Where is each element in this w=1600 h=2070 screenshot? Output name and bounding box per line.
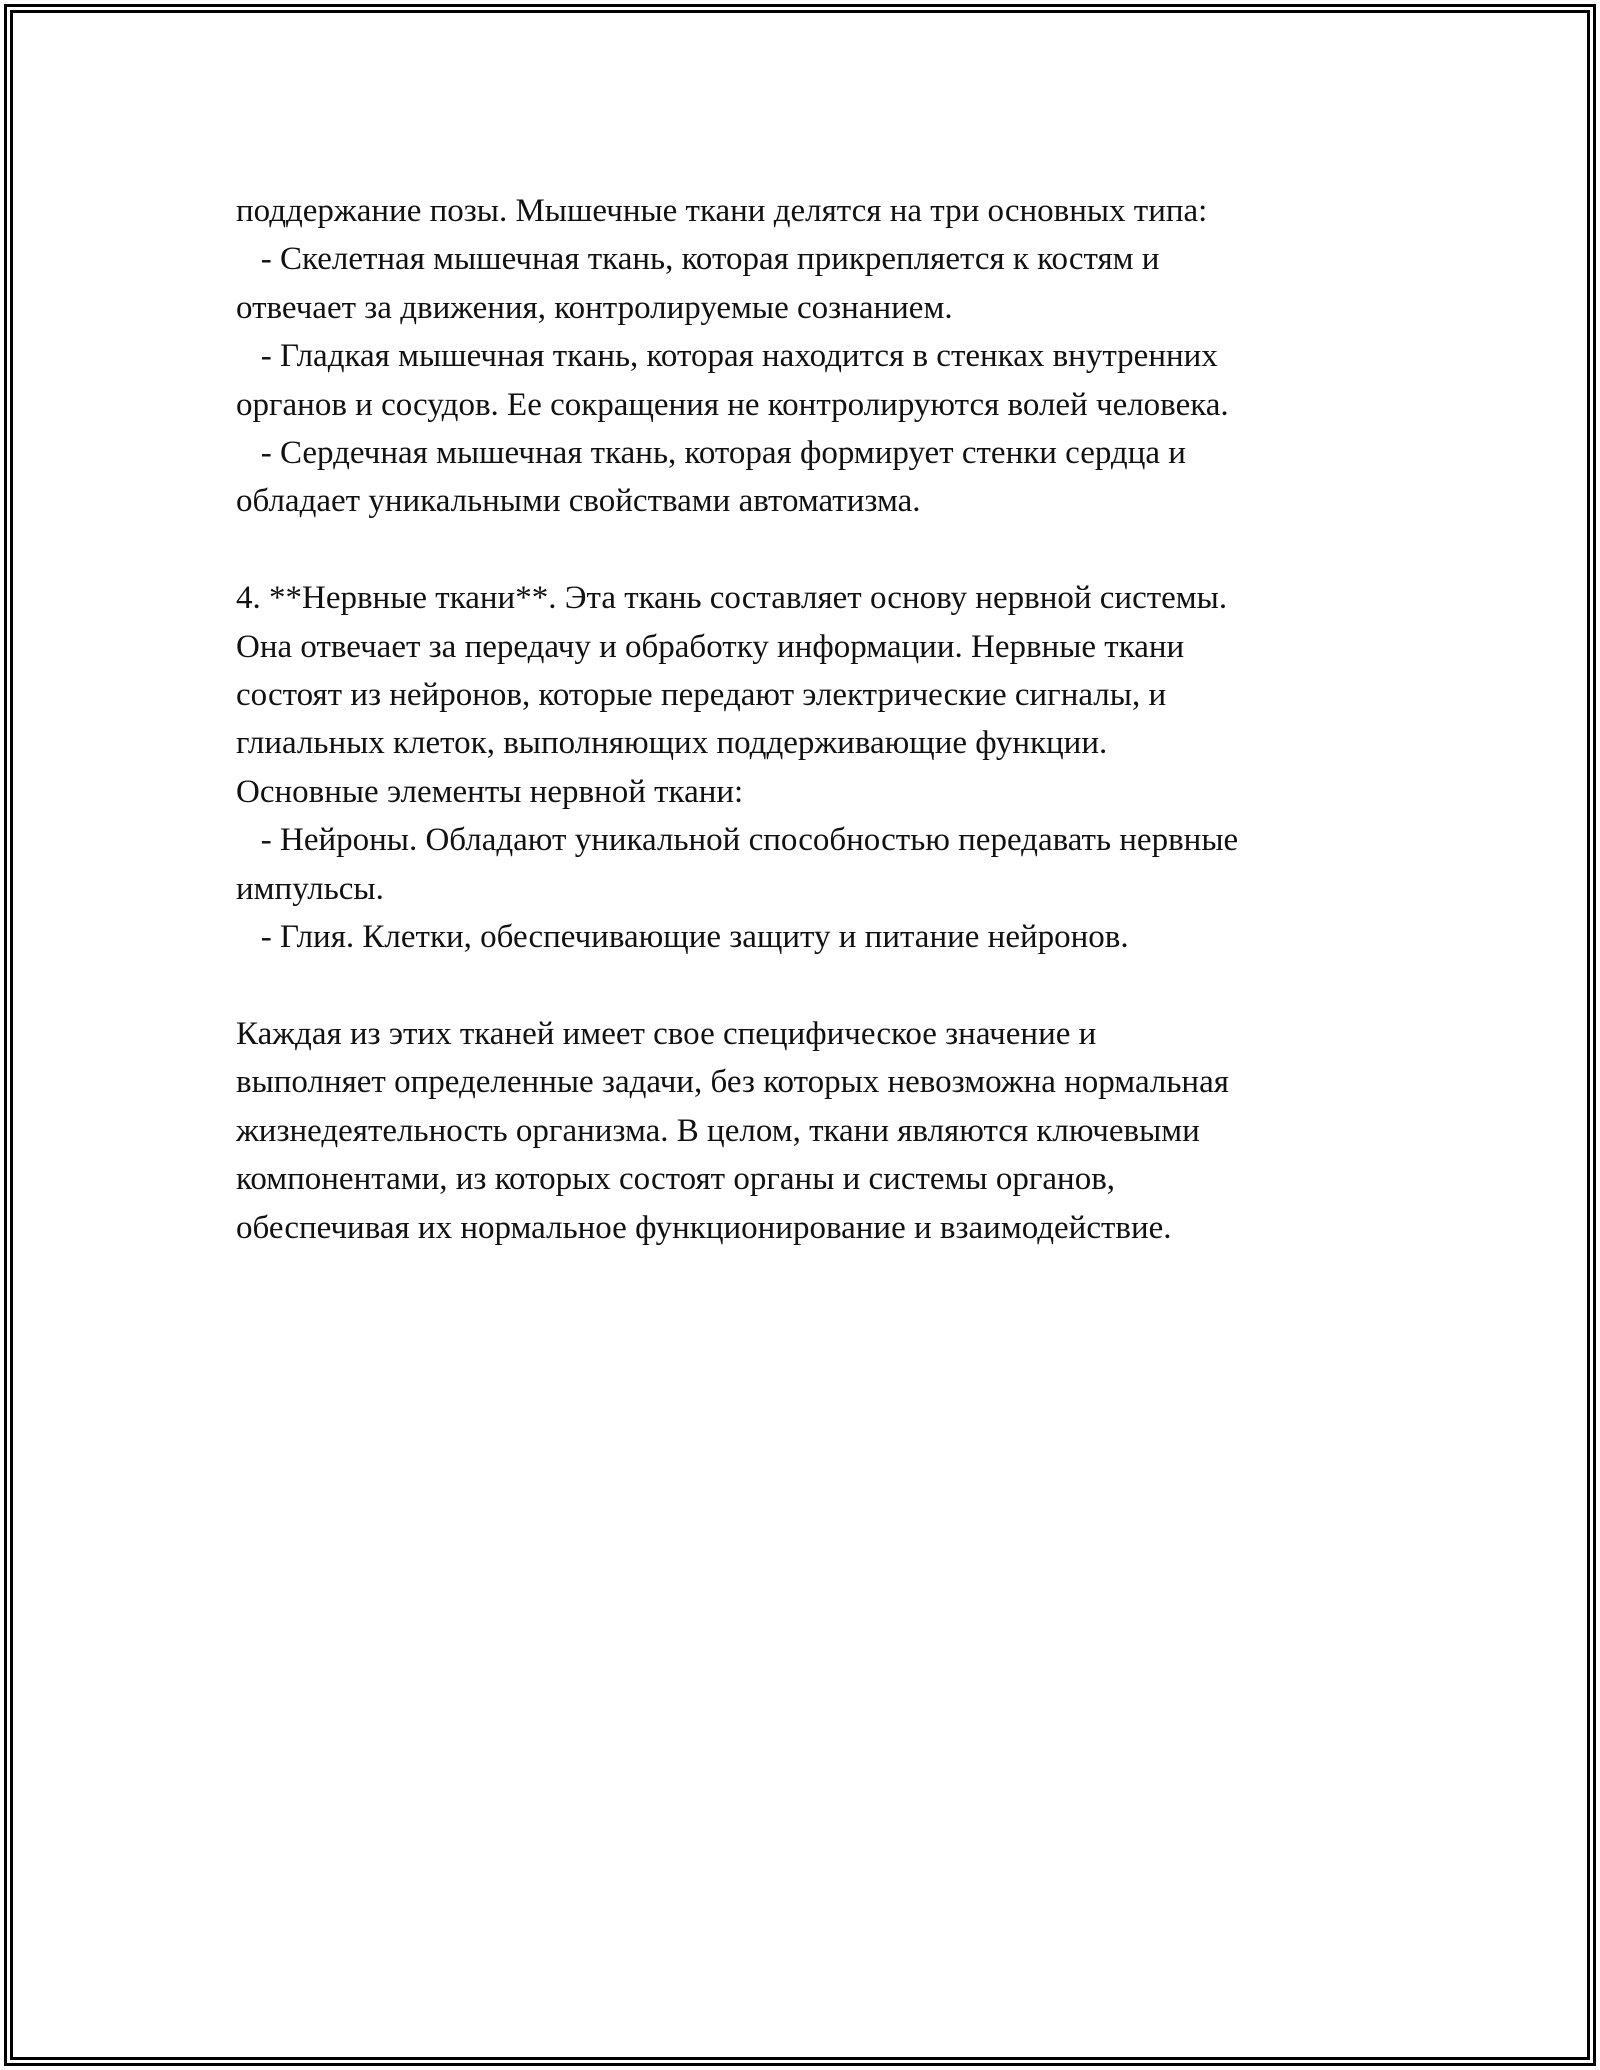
text-line: органов и сосудов. Ее сокращения не контролируются волей человека. [236,386,1229,423]
text-line: Каждая из этих тканей имеет свое специфическое значение и [236,1015,1097,1052]
text-line: обладает уникальными свойствами автоматизма. [236,483,921,520]
text-line: - Скелетная мышечная ткань, которая прикрепляется к костям и [236,241,1160,278]
blank-line [236,526,1386,574]
text-line: состоят из нейронов, которые передают электрические сигналы, и [236,677,1167,714]
text-line: жизнедеятельность организма. В целом, ткани являются ключевыми [236,1112,1200,1149]
text-line: Она отвечает за передачу и обработку информации. Нервные ткани [236,628,1185,665]
document-body [236,187,1386,1252]
text-line: глиальных клеток, выполняющих поддерживающие функции. [236,725,1108,762]
text-line: - Глия. Клетки, обеспечивающие защиту и питание нейронов. [236,919,1129,956]
text-line: импульсы. [236,870,384,907]
text-line: - Нейроны. Обладают уникальной способностью передавать нервные [236,822,1239,859]
text-line: - Сердечная мышечная ткань, которая формирует стенки сердца и [236,435,1186,472]
text-line: выполняет определенные задачи, без которых невозможна нормальная [236,1064,1229,1101]
text-line: Основные элементы нервной ткани: [236,773,744,810]
text-line: - Гладкая мышечная ткань, которая находится в стенках внутренних [236,338,1218,375]
blank-line [236,961,1386,1009]
text-line: отвечает за движения, контролируемые сознанием. [236,289,953,326]
text-line: обеспечивая их нормальное функционирование и взаимодействие. [236,1209,1172,1246]
text-line: поддержание позы. Мышечные ткани делятся на три основных типа: [236,193,1208,229]
text-line: компонентами, из которых состоят органы и системы органов, [236,1161,1116,1198]
text-line: 4. **Нервные ткани**. Эта ткань составляет основу нервной системы. [236,580,1228,617]
